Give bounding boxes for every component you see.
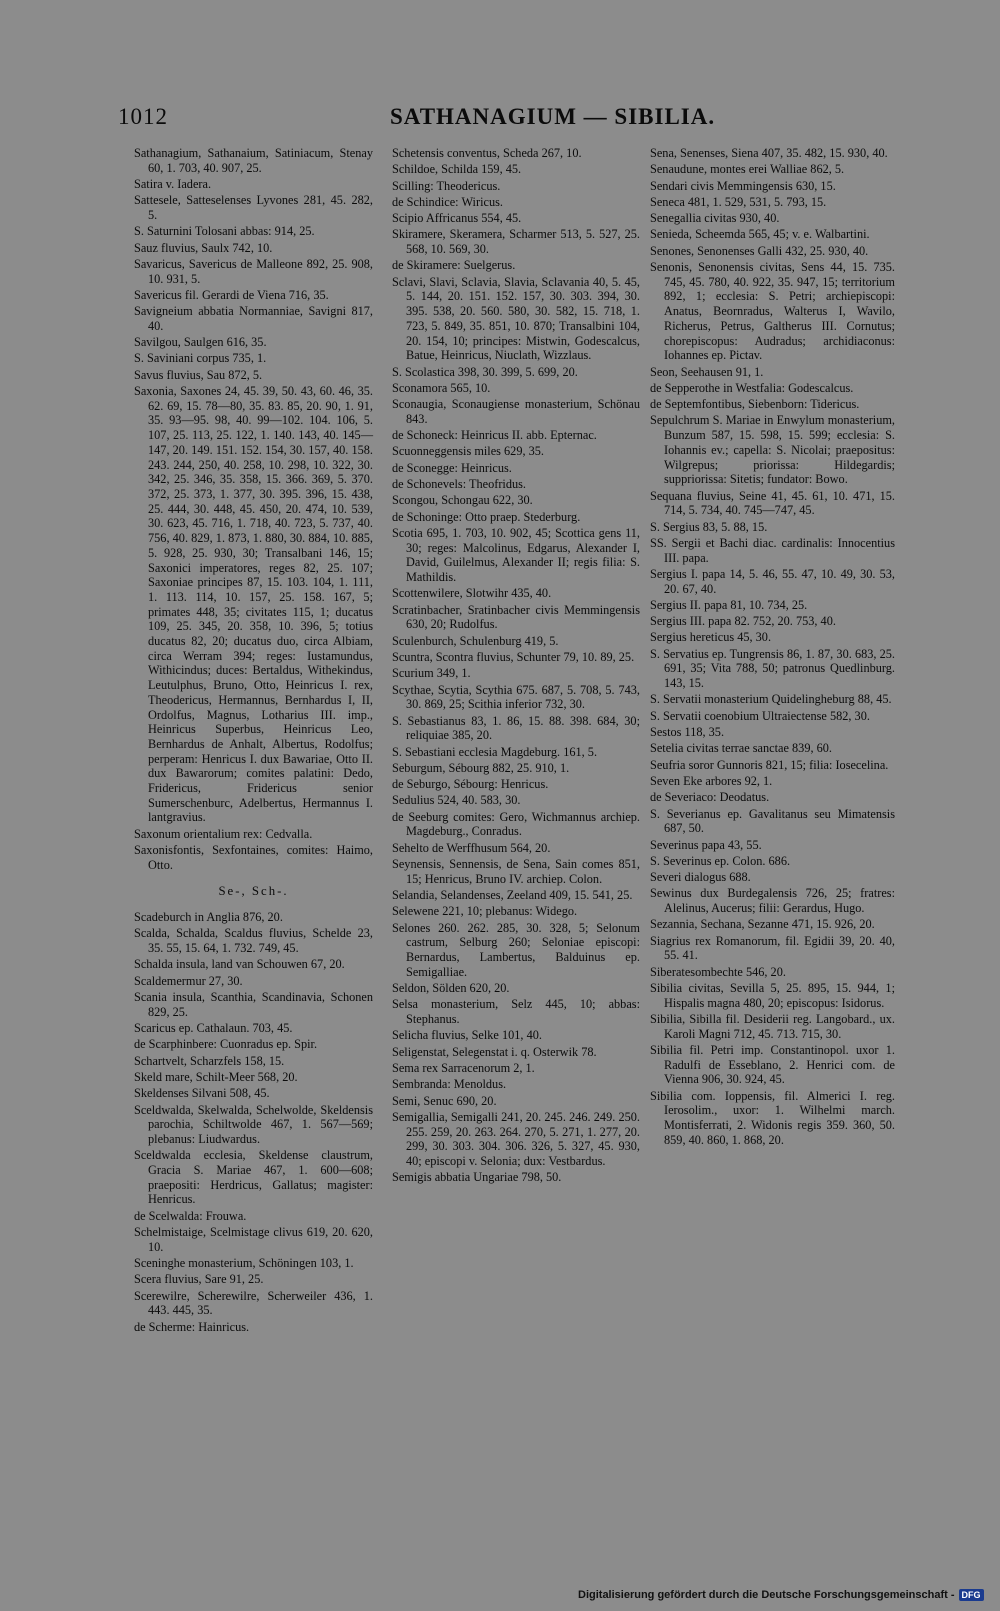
index-entry: Seldon, Sölden 620, 20. — [392, 981, 510, 996]
index-entry: Seven Eke arbores 92, 1. — [650, 773, 773, 788]
index-entry: Sceldwalda ecclesia, Skeldense claustrum, Gracia S. Mariae 467, 1. 600—608; praepositi: Herdricus, Gallatus; magister: Henricus. — [134, 1148, 373, 1207]
index-entry: Sergius III. papa 82. 752, 20. 753, 40. — [650, 614, 836, 629]
index-entry: S. Servatius ep. Tungrensis 86, 1. 87, 30. 683, 25. 691, 35; Vita 788, 50; patronus Quedlinburg. 143, 15. — [650, 646, 895, 691]
index-entry: Sewinus dux Burdegalensis 726, 25; fratres: Alelinus, Aucerus; filii: Gerardus, Hugo. — [650, 886, 895, 916]
index-entry: Scalda, Schalda, Scaldus fluvius, Schelde 23, 35. 55, 15. 64, 1. 732. 749, 45. — [134, 926, 373, 956]
index-entry: Sathanagium, Sathanaium, Satiniacum, Stenay 60, 1. 703, 40. 907, 25. — [134, 146, 373, 175]
index-entry: de Sepperothe in Westfalia: Godescalcus. — [650, 380, 854, 395]
index-entry: Sedulius 524, 40. 583, 30. — [392, 793, 521, 808]
index-entry: Scaricus ep. Cathalaun. 703, 45. — [134, 1021, 293, 1036]
index-entry: de Schindice: Wiricus. — [392, 194, 503, 209]
index-entry: de Scherme: Hainricus. — [134, 1319, 250, 1334]
index-entry: Senones, Senonenses Galli 432, 25. 930, 40. — [650, 243, 869, 258]
index-entry: S. Severinus ep. Colon. 686. — [650, 853, 791, 868]
index-entry: S. Sergius 83, 5. 88, 15. — [650, 519, 768, 534]
index-entry: Scera fluvius, Sare 91, 25. — [134, 1272, 264, 1287]
index-entry: Siagrius rex Romanorum, fil. Egidii 39, 20. 40, 55. 41. — [650, 933, 895, 963]
section-heading: Se-, Sch-. — [218, 884, 289, 899]
index-entry: Savigneium abbatia Normanniae, Savigni 817, 40. — [134, 304, 373, 333]
index-entry: Semi, Senuc 690, 20. — [392, 1093, 497, 1108]
index-entry: Siberatesombechte 546, 20. — [650, 964, 786, 979]
index-entry: de Scarphinbere: Cuonradus ep. Spir. — [134, 1037, 318, 1052]
index-entry: Sceninghe monasterium, Schöningen 103, 1. — [134, 1255, 354, 1270]
index-entry: Schartvelt, Scharzfels 158, 15. — [134, 1053, 285, 1068]
index-entry: Scerewilre, Scherewilre, Scherweiler 436, 1. 443. 445, 35. — [134, 1288, 373, 1318]
index-entry: Sergius I. papa 14, 5. 46, 55. 47, 10. 49, 30. 53, 20. 67, 40. — [650, 566, 895, 596]
index-entry: de Seburgo, Sébourg: Henricus. — [392, 777, 549, 792]
index-entry: Seynensis, Sennensis, de Sena, Sain comes 851, 15; Henricus, Bruno IV. archiep. Colon. — [392, 857, 640, 886]
index-entry: Seon, Seehausen 91, 1. — [650, 364, 764, 379]
index-entry: de Skiramere: Suelgerus. — [392, 258, 516, 273]
index-entry: Schetensis conventus, Scheda 267, 10. — [392, 146, 582, 160]
index-entry: Schelmistaige, Scelmistage clivus 619, 20. 620, 10. — [134, 1224, 373, 1254]
index-entry: Scuonneggensis miles 629, 35. — [392, 444, 544, 459]
index-entry: Sconaugia, Sconaugiense monasterium, Schönau 843. — [392, 397, 640, 426]
index-entry: Scottenwilere, Slotwihr 435, 40. — [392, 586, 552, 601]
index-entry: Sestos 118, 35. — [650, 725, 725, 740]
index-entry: Savus fluvius, Sau 872, 5. — [134, 367, 263, 382]
index-entry: Savilgou, Saulgen 616, 35. — [134, 335, 267, 350]
index-entry: Scongou, Schongau 622, 30. — [392, 493, 533, 508]
index-entry: Sibilia civitas, Sevilla 5, 25. 895, 15. 944, 1; Hispalis magna 480, 20; episcopus: Isidorus. — [650, 981, 895, 1010]
index-entry: Saxonia, Saxones 24, 45. 39, 50. 43, 60. 46, 35. 62. 69, 15. 78—80, 35. 83. 85, 20. 90, 1. 91, 35. 93—95. 98, 40. 99—102. 104. 106, 5. 107, 25. 113, 25. 122, 1. 140. 143, 40. 145—147, 20. 149. 151. 152. 154, 30. 157, 40. 158. 243. 244, 250, 40. 258, 10. 298, 10. 322, 30. 342, 25. 346, 35. 358, 15. 366. 369, 5. 370. 372, 25. 373, 1. 377, 30. 395. 396, 15. 438, 25. 444, 30. 448, 45. 450, 20. 474, 10. 539, 30. 623, 45. 716, 1. 718, 40. 723, 5. 737, 40. 756, 40. 829, 1. 873, 1. 880, 30. 884, 10. 885, 5. 928, 25. 930, 30; Transalbani 146, 15; Saxonici imperatores, reges 82, 25. 107; Saxoniae principes 87, 15. 103. 104, 1. 111, 1. 113. 114, 10. 157, 25. 158. 167, 5; primates 448, 35; civitates 115, 1; ducatus 109, 25. 345, 20. 358, 10. 396, 5; totius ducatus 82, 20; ducatus duo, circa Albiam, circa Werram 394; reges: Iustamundus, Withicindus; duces: Bertaldus, Withekindus, Leutulphus, Bruno, Otto, Heinricus I. rex, Theodericus, Hermannus, Bernhardus I, II, Ordolfus, Magnus, Lotharius III. imp., Heinricus Superbus, Heinricus Leo, Bernhardus de Anhalt, Albertus, Rodolfus; perperam: Henricus I. dux Bawariae, Otto II. dux Bawarorum; comites palatini: Dedo, Fridericus, Fridericus senior Sumerschenburc, Adelbertus, Hermannus I. lantgravius. — [134, 384, 373, 825]
index-entry: Senegallia civitas 930, 40. — [650, 211, 780, 226]
index-entry: Sclavi, Slavi, Sclavia, Slavia, Sclavania 40, 5. 45, 5. 144, 20. 151. 152. 157, 30. 303. 394, 30. 395. 538, 20. 560. 580, 30. 582, 15. 718, 1. 723, 5. 849, 35. 851, 10. 870; Transalbini 104, 20. 154, 10; principes: Mistwin, Godescalcus, Batue, Heinricus, Niuclath, Wizzlaus. — [392, 274, 640, 363]
index-entry: Skeldenses Silvani 508, 45. — [134, 1086, 270, 1101]
index-entry: Sconamora 565, 10. — [392, 380, 491, 395]
index-entry: Sibilia com. Ioppensis, fil. Almerici I. reg. Ierosolim., uxor: 1. Wilhelmi march. Montisferrati, 2. Widonis regis 359. 360, 50. 859, 40. 860, 1. 868, 20. — [650, 1088, 895, 1147]
index-entry: Sergius II. papa 81, 10. 734, 25. — [650, 597, 808, 612]
index-entry: Sculenburch, Schulenburg 419, 5. — [392, 633, 559, 648]
index-entry: Sattesele, Satteselenses Lyvones 281, 45. 282, 5. — [134, 193, 373, 222]
index-entry: Sibilia fil. Petri imp. Constantinopol. uxor 1. Radulfi de Esseblano, 2. Henrici com. de Vienna 906, 30. 924, 45. — [650, 1043, 895, 1087]
index-entry: Saxonum orientalium rex: Cedvalla. — [134, 826, 313, 841]
footer-credit — [578, 1589, 984, 1601]
index-entry: Scurium 349, 1. — [392, 666, 471, 681]
index-entry: Sezannia, Sechana, Sezanne 471, 15. 926, 20. — [650, 917, 875, 932]
index-entry: S. Servatii monasterium Quidelingheburg 88, 45. — [650, 692, 892, 707]
index-entry: Sembranda: Menoldus. — [392, 1077, 507, 1092]
index-entry: Scipio Affricanus 554, 45. — [392, 211, 522, 226]
index-entry: Selicha fluvius, Selke 101, 40. — [392, 1028, 542, 1043]
running-head: SATHANAGIUM — SIBILIA. — [390, 104, 716, 129]
column-right — [650, 146, 895, 1149]
index-entry: Sena, Senenses, Siena 407, 35. 482, 15. 930, 40. — [650, 146, 888, 160]
index-entry: Seburgum, Sébourg 882, 25. 910, 1. — [392, 760, 570, 775]
index-entry: Skiramere, Skeramera, Scharmer 513, 5. 527, 25. 568, 10. 569, 30. — [392, 227, 640, 257]
index-entry: Senaudune, montes erei Walliae 862, 5. — [650, 162, 845, 177]
index-entry: Skeld mare, Schilt-Meer 568, 20. — [134, 1069, 298, 1084]
index-entry: S. Saviniani corpus 735, 1. — [134, 351, 267, 366]
index-entry: Semigallia, Semigalli 241, 20. 245. 246. 249. 250. 255. 259, 20. 263. 264. 270, 5. 271, 1. 277, 20. 299, 30. 303. 304. 306. 326, 5. 327, 45. 930, 40; episcopi v. Selonia; dux: Vestbardus. — [392, 1109, 640, 1168]
index-entry: S. Servatii coenobium Ultraiectense 582, 30. — [650, 708, 870, 723]
column-left — [134, 146, 373, 1336]
index-entry: SS. Sergii et Bachi diac. cardinalis: Innocentius III. papa. — [650, 535, 895, 565]
column-middle — [392, 146, 640, 1187]
index-entry: Satira v. Iadera. — [134, 177, 212, 191]
index-entry: Sehelto de Werffhusum 564, 20. — [392, 840, 551, 855]
index-entry: Semigis abbatia Ungariae 798, 50. — [392, 1170, 562, 1185]
index-entry: Severi dialogus 688. — [650, 870, 751, 885]
index-entry: Sema rex Sarracenorum 2, 1. — [392, 1060, 535, 1075]
index-entry: Senieda, Scheemda 565, 45; v. e. Walbartini. — [650, 227, 870, 242]
index-entry: Sceldwalda, Skelwalda, Schelwolde, Skeldensis parochia, Schiltwolde 467, 1. 567—569; plebanus: Liudwardus. — [134, 1102, 373, 1146]
index-entry: S. Scolastica 398, 30. 399, 5. 699, 20. — [392, 364, 578, 379]
dfg-logo: DFG — [959, 1589, 984, 1601]
index-entry: Saxonisfontis, Sexfontaines, comites: Haimo, Otto. — [134, 843, 373, 872]
index-entry: Sequana fluvius, Seine 41, 45. 61, 10. 471, 15. 714, 5. 734, 40. 745—747, 45. — [650, 488, 895, 518]
index-entry: Sergius hereticus 45, 30. — [650, 630, 772, 645]
index-entry: Sendari civis Memmingensis 630, 15. — [650, 178, 836, 193]
index-entry: Sibilia, Sibilla fil. Desiderii reg. Langobard., ux. Karoli Magni 712, 45. 713. 715, 30. — [650, 1012, 895, 1041]
index-entry: Scaldemermur 27, 30. — [134, 973, 243, 988]
index-entry: Scadeburch in Anglia 876, 20. — [134, 910, 283, 925]
index-entry: Scania insula, Scanthia, Scandinavia, Schonen 829, 25. — [134, 990, 373, 1019]
index-entry: Savericus fil. Gerardi de Viena 716, 35. — [134, 287, 329, 302]
index-entry: S. Saturnini Tolosani abbas: 914, 25. — [134, 224, 315, 239]
footer-text: Digitalisierung gefördert durch die Deutsche Forschungsgemeinschaft - — [578, 1589, 955, 1601]
index-entry: Sepulchrum S. Mariae in Enwylum monasterium, Bunzum 587, 15. 598, 15. 599; ecclesia: S. Iohannis ev.; capella: S. Nicolai; praepositus: Wilgrepus; priorissa: Hildegardis; suppriorissa: Sitetis; fundator: Bowo. — [650, 413, 895, 487]
index-entry: Scratinbacher, Sratinbacher civis Memmingensis 630, 20; Rudolfus. — [392, 602, 640, 632]
index-entry: Setelia civitas terrae sanctae 839, 60. — [650, 741, 832, 756]
index-entry: Schildoe, Schilda 159, 45. — [392, 162, 522, 177]
index-entry: Scuntra, Scontra fluvius, Schunter 79, 10. 89, 25. — [392, 649, 635, 664]
index-entry: Senonis, Senonensis civitas, Sens 44, 15. 735. 745, 45. 780, 40. 922, 35. 947, 15; territorium 892, 1; ecclesia: S. Petri; archiepiscopi: Anatus, Beornradus, Walterus I, Wavilo, Richerus, Petrus, Galtherus III. Cornutus; chorepiscopus: Audradus; archidiaconus: Iohannes ep. Pictav. — [650, 260, 895, 363]
index-entry: S. Sebastianus 83, 1. 86, 15. 88. 398. 684, 30; reliquiae 385, 20. — [392, 713, 640, 743]
index-entry: Sauz fluvius, Saulx 742, 10. — [134, 240, 273, 255]
index-entry: Scilling: Theodericus. — [392, 178, 501, 193]
index-entry: Selewene 221, 10; plebanus: Widego. — [392, 904, 578, 919]
index-entry: S. Sebastiani ecclesia Magdeburg. 161, 5. — [392, 744, 598, 759]
index-entry: Seneca 481, 1. 529, 531, 5. 793, 15. — [650, 194, 827, 209]
index-entry: de Severiaco: Deodatus. — [650, 790, 770, 805]
index-entry: de Schoninge: Otto praep. Stederburg. — [392, 509, 581, 524]
index-entry: Severinus papa 43, 55. — [650, 837, 762, 852]
index-entry: S. Severianus ep. Gavalitanus seu Mimatensis 687, 50. — [650, 806, 895, 836]
index-entry: Scotia 695, 1. 703, 10. 902, 45; Scottica gens 11, 30; reges: Malcolinus, Edgarus, Alexander I, David, Guilelmus, Alexander II; regis filia: S. Mathildis. — [392, 525, 640, 585]
index-entry: Selandia, Selandenses, Zeeland 409, 15. 541, 25. — [392, 888, 633, 903]
index-entry: de Scelwalda: Frouwa. — [134, 1208, 247, 1223]
index-entry: Seufria soror Gunnoris 821, 15; filia: Iosecelina. — [650, 757, 889, 772]
index-entry: Seligenstat, Selegenstat i. q. Osterwik 78. — [392, 1044, 597, 1059]
index-entry: Scythae, Scytia, Scythia 675. 687, 5. 708, 5. 743, 30. 869, 25; Scithia inferior 732, 30. — [392, 682, 640, 712]
index-entry: de Schoneck: Heinricus II. abb. Epternac. — [392, 428, 597, 443]
index-entry: de Schonevels: Theofridus. — [392, 477, 526, 492]
index-entry: Selsa monasterium, Selz 445, 10; abbas: Stephanus. — [392, 997, 640, 1027]
index-entry: de Sconegge: Heinricus. — [392, 460, 512, 475]
index-entry: de Septemfontibus, Siebenborn: Tidericus. — [650, 397, 860, 412]
page-number: 1012 — [118, 104, 168, 129]
index-entry: Schalda insula, land van Schouwen 67, 20. — [134, 957, 345, 972]
index-entry: Savaricus, Savericus de Malleone 892, 25. 908, 10. 931, 5. — [134, 256, 373, 286]
index-entry: Selones 260. 262. 285, 30. 328, 5; Selonum castrum, Selburg 260; Seloniae episcopi: Bernardus, Lambertus, Balduinus ep. Semigalliae. — [392, 920, 640, 979]
index-entry: de Seeburg comites: Gero, Wichmannus archiep. Magdeburg., Conradus. — [392, 809, 640, 839]
